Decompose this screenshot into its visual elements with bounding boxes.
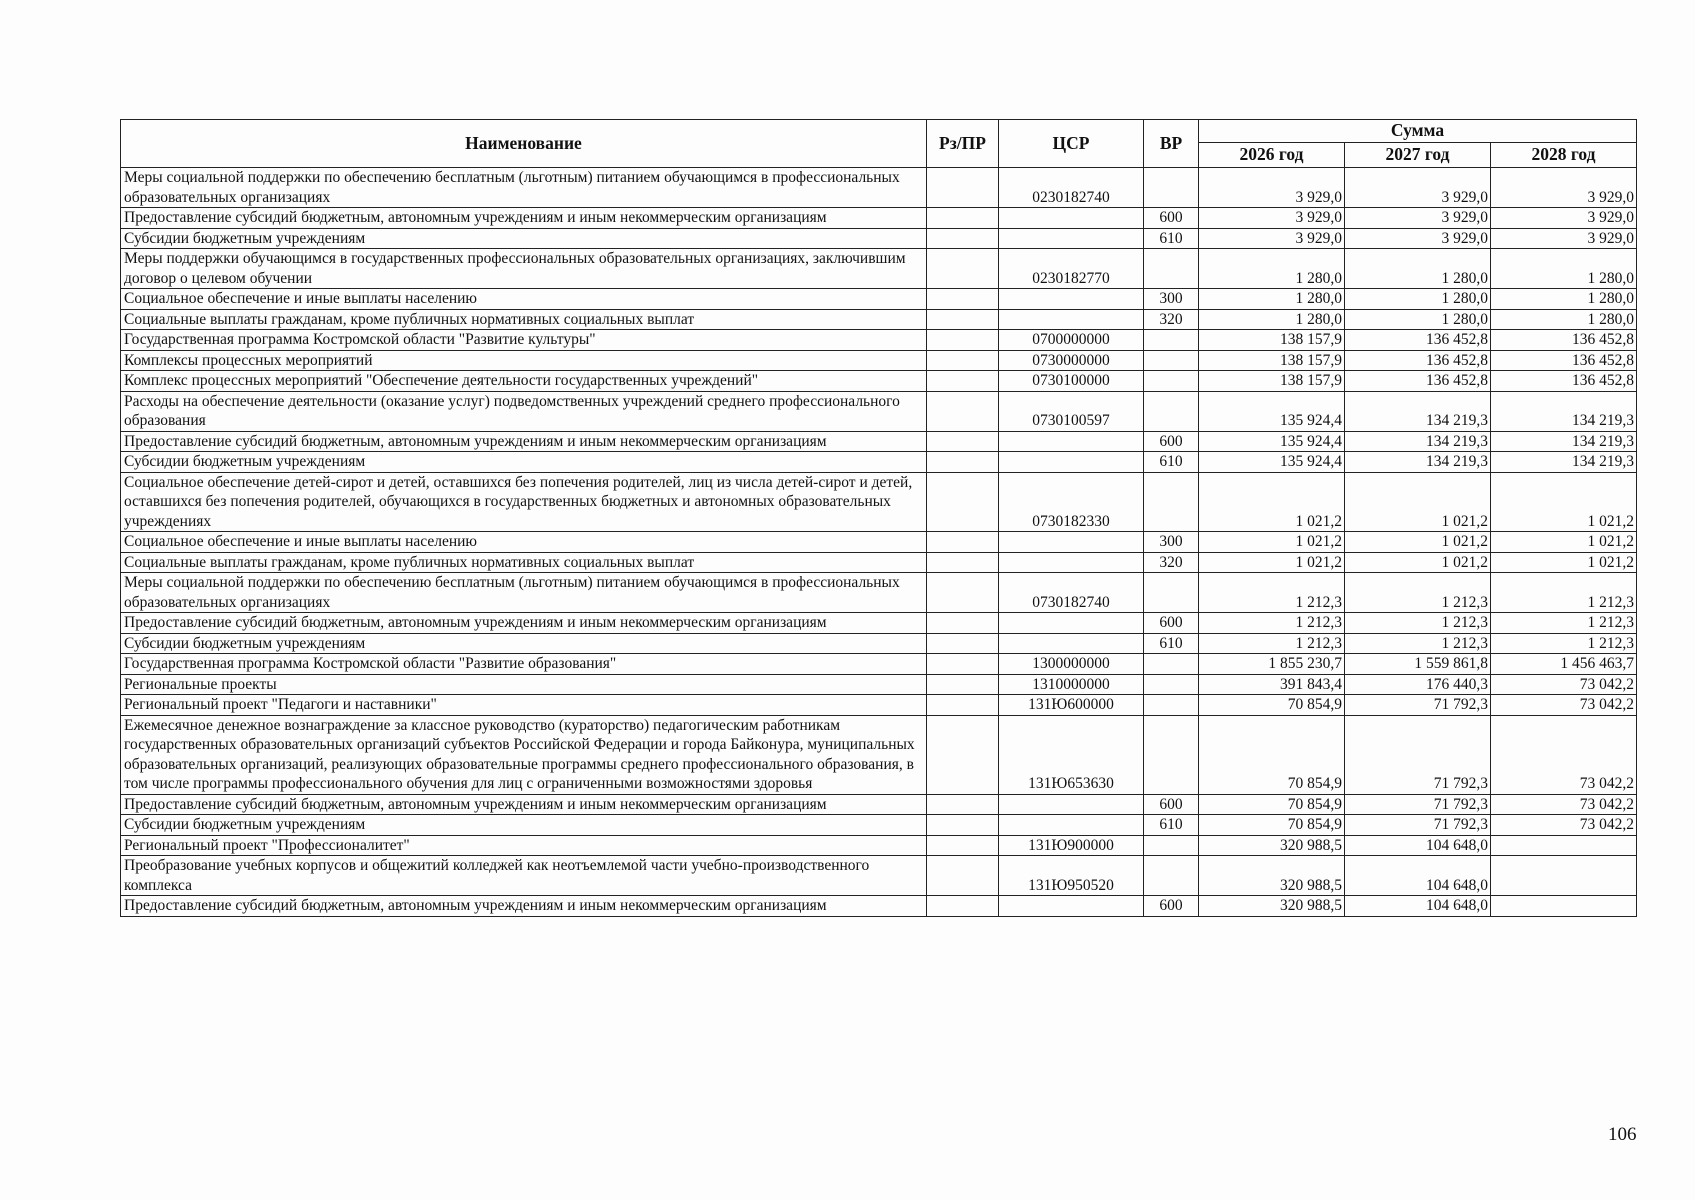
cell-csr bbox=[999, 208, 1144, 229]
cell-2028: 1 280,0 bbox=[1491, 249, 1637, 289]
cell-2026: 320 988,5 bbox=[1199, 856, 1345, 896]
table-row bbox=[121, 168, 1637, 208]
table-row bbox=[121, 330, 1637, 351]
cell-2026: 1 212,3 bbox=[1199, 633, 1345, 654]
cell-vr bbox=[1144, 391, 1199, 431]
cell-2027: 104 648,0 bbox=[1345, 856, 1491, 896]
cell-2026: 3 929,0 bbox=[1199, 208, 1345, 229]
cell-2026: 1 212,3 bbox=[1199, 573, 1345, 613]
cell-2028: 3 929,0 bbox=[1491, 228, 1637, 249]
cell-csr: 1310000000 bbox=[999, 674, 1144, 695]
cell-name: Комплексы процессных мероприятий bbox=[121, 350, 927, 371]
cell-vr bbox=[1144, 856, 1199, 896]
cell-csr: 0730100597 bbox=[999, 391, 1144, 431]
cell-vr bbox=[1144, 573, 1199, 613]
cell-vr bbox=[1144, 472, 1199, 532]
cell-name: Меры социальной поддержки по обеспечению бесплатным (льготным) питанием обучающимся в профессиональных образовательных организациях bbox=[121, 573, 927, 613]
cell-2028: 136 452,8 bbox=[1491, 350, 1637, 371]
table-row bbox=[121, 674, 1637, 695]
cell-rzpr bbox=[927, 208, 999, 229]
cell-rzpr bbox=[927, 715, 999, 794]
cell-2026: 391 843,4 bbox=[1199, 674, 1345, 695]
cell-name: Преобразование учебных корпусов и общежитий колледжей как неотъемлемой части учебно-производственного комплекса bbox=[121, 856, 927, 896]
cell-name: Предоставление субсидий бюджетным, автономным учреждениям и иным некоммерческим организациям bbox=[121, 794, 927, 815]
cell-vr bbox=[1144, 654, 1199, 675]
table-row bbox=[121, 532, 1637, 553]
cell-2027: 134 219,3 bbox=[1345, 431, 1491, 452]
cell-2028: 73 042,2 bbox=[1491, 695, 1637, 716]
cell-2028: 3 929,0 bbox=[1491, 208, 1637, 229]
cell-csr bbox=[999, 552, 1144, 573]
table-row bbox=[121, 371, 1637, 392]
cell-rzpr bbox=[927, 674, 999, 695]
table-row bbox=[121, 472, 1637, 532]
table-row bbox=[121, 309, 1637, 330]
table-body bbox=[121, 168, 1637, 917]
budget-table bbox=[120, 119, 1637, 917]
cell-2028: 73 042,2 bbox=[1491, 815, 1637, 836]
cell-name: Ежемесячное денежное вознаграждение за классное руководство (кураторство) педагогическим работникам государственных образовательных организаций субъектов Российской Федерации и города Байконура, муниципальных образовательных организаций, реализующих образовательные программы среднего профессионального образования, в том числе программы профессионального обучения для лиц с ограниченными возможностями здоровья bbox=[121, 715, 927, 794]
cell-2027: 134 219,3 bbox=[1345, 391, 1491, 431]
cell-rzpr bbox=[927, 228, 999, 249]
cell-vr: 610 bbox=[1144, 452, 1199, 473]
cell-csr bbox=[999, 228, 1144, 249]
cell-vr bbox=[1144, 350, 1199, 371]
cell-name: Социальное обеспечение и иные выплаты населению bbox=[121, 532, 927, 553]
cell-rzpr bbox=[927, 249, 999, 289]
cell-2028: 1 021,2 bbox=[1491, 472, 1637, 532]
header-name: Наименование bbox=[121, 120, 927, 168]
cell-rzpr bbox=[927, 633, 999, 654]
cell-rzpr bbox=[927, 815, 999, 836]
cell-rzpr bbox=[927, 654, 999, 675]
cell-2028: 134 219,3 bbox=[1491, 391, 1637, 431]
cell-name: Региональный проект "Педагоги и наставники" bbox=[121, 695, 927, 716]
cell-vr: 300 bbox=[1144, 289, 1199, 310]
cell-name: Субсидии бюджетным учреждениям bbox=[121, 633, 927, 654]
cell-csr bbox=[999, 532, 1144, 553]
cell-2027: 71 792,3 bbox=[1345, 794, 1491, 815]
header-year-2027: 2027 год bbox=[1345, 143, 1491, 168]
table-row bbox=[121, 835, 1637, 856]
cell-csr: 131Ю950520 bbox=[999, 856, 1144, 896]
cell-csr: 0730000000 bbox=[999, 350, 1144, 371]
cell-2027: 1 021,2 bbox=[1345, 472, 1491, 532]
cell-name: Меры социальной поддержки по обеспечению бесплатным (льготным) питанием обучающимся в профессиональных образовательных организациях bbox=[121, 168, 927, 208]
cell-2026: 135 924,4 bbox=[1199, 452, 1345, 473]
cell-2028: 3 929,0 bbox=[1491, 168, 1637, 208]
cell-2026: 70 854,9 bbox=[1199, 695, 1345, 716]
table-row bbox=[121, 654, 1637, 675]
table-row bbox=[121, 715, 1637, 794]
cell-2028: 73 042,2 bbox=[1491, 715, 1637, 794]
cell-csr bbox=[999, 289, 1144, 310]
cell-vr: 600 bbox=[1144, 208, 1199, 229]
cell-2028: 1 212,3 bbox=[1491, 573, 1637, 613]
cell-rzpr bbox=[927, 431, 999, 452]
cell-2026: 70 854,9 bbox=[1199, 815, 1345, 836]
cell-rzpr bbox=[927, 452, 999, 473]
cell-name: Социальное обеспечение детей-сирот и детей, оставшихся без попечения родителей, лиц из числа детей-сирот и детей, оставшихся без попечения родителей, обучающихся в государственных бюджетных и автономных образовательных учреждениях bbox=[121, 472, 927, 532]
cell-2026: 3 929,0 bbox=[1199, 168, 1345, 208]
cell-2027: 136 452,8 bbox=[1345, 350, 1491, 371]
cell-vr: 320 bbox=[1144, 552, 1199, 573]
cell-vr bbox=[1144, 835, 1199, 856]
table-row bbox=[121, 289, 1637, 310]
cell-rzpr bbox=[927, 330, 999, 351]
cell-2027: 1 280,0 bbox=[1345, 309, 1491, 330]
cell-rzpr bbox=[927, 856, 999, 896]
header-year-2026: 2026 год bbox=[1199, 143, 1345, 168]
cell-name: Государственная программа Костромской области "Развитие культуры" bbox=[121, 330, 927, 351]
cell-csr: 131Ю600000 bbox=[999, 695, 1144, 716]
cell-2027: 1 212,3 bbox=[1345, 613, 1491, 634]
cell-csr bbox=[999, 309, 1144, 330]
cell-rzpr bbox=[927, 552, 999, 573]
cell-name: Комплекс процессных мероприятий "Обеспечение деятельности государственных учреждений" bbox=[121, 371, 927, 392]
cell-2027: 104 648,0 bbox=[1345, 835, 1491, 856]
cell-rzpr bbox=[927, 350, 999, 371]
table-row bbox=[121, 896, 1637, 917]
cell-vr bbox=[1144, 371, 1199, 392]
cell-2026: 138 157,9 bbox=[1199, 371, 1345, 392]
table-row bbox=[121, 695, 1637, 716]
cell-2026: 1 280,0 bbox=[1199, 289, 1345, 310]
header-csr: ЦСР bbox=[999, 120, 1144, 168]
cell-2028: 1 456 463,7 bbox=[1491, 654, 1637, 675]
cell-csr: 0730100000 bbox=[999, 371, 1144, 392]
cell-2028: 134 219,3 bbox=[1491, 452, 1637, 473]
cell-2027: 1 212,3 bbox=[1345, 573, 1491, 613]
table-row bbox=[121, 633, 1637, 654]
cell-2027: 1 021,2 bbox=[1345, 532, 1491, 553]
cell-name: Субсидии бюджетным учреждениям bbox=[121, 228, 927, 249]
cell-2027: 3 929,0 bbox=[1345, 228, 1491, 249]
cell-name: Социальное обеспечение и иные выплаты населению bbox=[121, 289, 927, 310]
header-sum: Сумма bbox=[1199, 120, 1637, 143]
cell-csr: 0230182770 bbox=[999, 249, 1144, 289]
cell-vr bbox=[1144, 695, 1199, 716]
cell-vr bbox=[1144, 674, 1199, 695]
cell-csr bbox=[999, 633, 1144, 654]
cell-rzpr bbox=[927, 695, 999, 716]
cell-name: Предоставление субсидий бюджетным, автономным учреждениям и иным некоммерческим организациям bbox=[121, 896, 927, 917]
cell-vr bbox=[1144, 715, 1199, 794]
cell-2027: 104 648,0 bbox=[1345, 896, 1491, 917]
cell-vr bbox=[1144, 249, 1199, 289]
cell-vr: 600 bbox=[1144, 431, 1199, 452]
cell-vr: 610 bbox=[1144, 228, 1199, 249]
table-header bbox=[121, 120, 1637, 168]
cell-vr: 320 bbox=[1144, 309, 1199, 330]
cell-csr bbox=[999, 613, 1144, 634]
cell-rzpr bbox=[927, 371, 999, 392]
cell-csr bbox=[999, 815, 1144, 836]
cell-2028: 136 452,8 bbox=[1491, 330, 1637, 351]
table-row bbox=[121, 815, 1637, 836]
cell-vr bbox=[1144, 330, 1199, 351]
cell-2028 bbox=[1491, 896, 1637, 917]
cell-2027: 1 280,0 bbox=[1345, 249, 1491, 289]
cell-2026: 135 924,4 bbox=[1199, 431, 1345, 452]
table-row bbox=[121, 350, 1637, 371]
cell-name: Предоставление субсидий бюджетным, автономным учреждениям и иным некоммерческим организациям bbox=[121, 431, 927, 452]
cell-2028 bbox=[1491, 856, 1637, 896]
cell-2027: 1 280,0 bbox=[1345, 289, 1491, 310]
cell-2027: 71 792,3 bbox=[1345, 695, 1491, 716]
table-row bbox=[121, 391, 1637, 431]
table-row bbox=[121, 452, 1637, 473]
cell-name: Государственная программа Костромской области "Развитие образования" bbox=[121, 654, 927, 675]
cell-2026: 3 929,0 bbox=[1199, 228, 1345, 249]
cell-2028: 134 219,3 bbox=[1491, 431, 1637, 452]
cell-2027: 1 212,3 bbox=[1345, 633, 1491, 654]
cell-2026: 320 988,5 bbox=[1199, 835, 1345, 856]
cell-2026: 1 021,2 bbox=[1199, 532, 1345, 553]
cell-vr: 610 bbox=[1144, 815, 1199, 836]
cell-vr bbox=[1144, 168, 1199, 208]
cell-csr: 0700000000 bbox=[999, 330, 1144, 351]
cell-rzpr bbox=[927, 613, 999, 634]
cell-2027: 71 792,3 bbox=[1345, 815, 1491, 836]
cell-name: Региональный проект "Профессионалитет" bbox=[121, 835, 927, 856]
cell-rzpr bbox=[927, 168, 999, 208]
table-row bbox=[121, 228, 1637, 249]
cell-rzpr bbox=[927, 289, 999, 310]
cell-rzpr bbox=[927, 835, 999, 856]
cell-2027: 176 440,3 bbox=[1345, 674, 1491, 695]
header-rzpr: Рз/ПР bbox=[927, 120, 999, 168]
cell-vr: 600 bbox=[1144, 896, 1199, 917]
cell-2026: 1 280,0 bbox=[1199, 249, 1345, 289]
cell-2027: 134 219,3 bbox=[1345, 452, 1491, 473]
table-row bbox=[121, 856, 1637, 896]
cell-2028 bbox=[1491, 835, 1637, 856]
cell-name: Субсидии бюджетным учреждениям bbox=[121, 452, 927, 473]
cell-rzpr bbox=[927, 309, 999, 330]
cell-name: Расходы на обеспечение деятельности (оказание услуг) подведомственных учреждений среднего профессионального образования bbox=[121, 391, 927, 431]
cell-2028: 73 042,2 bbox=[1491, 674, 1637, 695]
cell-name: Региональные проекты bbox=[121, 674, 927, 695]
cell-rzpr bbox=[927, 896, 999, 917]
table-row bbox=[121, 208, 1637, 229]
cell-csr: 1300000000 bbox=[999, 654, 1144, 675]
cell-vr: 300 bbox=[1144, 532, 1199, 553]
cell-2027: 136 452,8 bbox=[1345, 371, 1491, 392]
cell-2026: 1 280,0 bbox=[1199, 309, 1345, 330]
cell-rzpr bbox=[927, 472, 999, 532]
table-row bbox=[121, 552, 1637, 573]
cell-2026: 138 157,9 bbox=[1199, 350, 1345, 371]
table-row bbox=[121, 794, 1637, 815]
table-row bbox=[121, 431, 1637, 452]
cell-2028: 1 280,0 bbox=[1491, 289, 1637, 310]
table-row bbox=[121, 573, 1637, 613]
cell-vr: 600 bbox=[1144, 613, 1199, 634]
cell-rzpr bbox=[927, 532, 999, 553]
cell-name: Предоставление субсидий бюджетным, автономным учреждениям и иным некоммерческим организациям bbox=[121, 208, 927, 229]
cell-2028: 1 212,3 bbox=[1491, 633, 1637, 654]
cell-csr: 0230182740 bbox=[999, 168, 1144, 208]
cell-csr: 0730182740 bbox=[999, 573, 1144, 613]
cell-name: Социальные выплаты гражданам, кроме публичных нормативных социальных выплат bbox=[121, 552, 927, 573]
cell-rzpr bbox=[927, 391, 999, 431]
cell-2026: 135 924,4 bbox=[1199, 391, 1345, 431]
cell-2028: 1 021,2 bbox=[1491, 532, 1637, 553]
cell-2028: 1 280,0 bbox=[1491, 309, 1637, 330]
cell-vr: 600 bbox=[1144, 794, 1199, 815]
header-vr: ВР bbox=[1144, 120, 1199, 168]
cell-2028: 136 452,8 bbox=[1491, 371, 1637, 392]
cell-name: Предоставление субсидий бюджетным, автономным учреждениям и иным некоммерческим организациям bbox=[121, 613, 927, 634]
cell-2028: 1 212,3 bbox=[1491, 613, 1637, 634]
cell-2027: 3 929,0 bbox=[1345, 168, 1491, 208]
table-row bbox=[121, 249, 1637, 289]
cell-2026: 138 157,9 bbox=[1199, 330, 1345, 351]
cell-vr: 610 bbox=[1144, 633, 1199, 654]
cell-2027: 71 792,3 bbox=[1345, 715, 1491, 794]
cell-csr bbox=[999, 794, 1144, 815]
page-number: 106 bbox=[1608, 1124, 1637, 1145]
cell-csr bbox=[999, 896, 1144, 917]
cell-2027: 136 452,8 bbox=[1345, 330, 1491, 351]
cell-2027: 1 021,2 bbox=[1345, 552, 1491, 573]
cell-2026: 70 854,9 bbox=[1199, 794, 1345, 815]
cell-rzpr bbox=[927, 573, 999, 613]
cell-csr: 131Ю653630 bbox=[999, 715, 1144, 794]
cell-2026: 1 212,3 bbox=[1199, 613, 1345, 634]
cell-csr: 131Ю900000 bbox=[999, 835, 1144, 856]
cell-name: Субсидии бюджетным учреждениям bbox=[121, 815, 927, 836]
cell-2028: 1 021,2 bbox=[1491, 552, 1637, 573]
cell-2027: 1 559 861,8 bbox=[1345, 654, 1491, 675]
cell-2028: 73 042,2 bbox=[1491, 794, 1637, 815]
cell-name: Меры поддержки обучающимся в государственных профессиональных образовательных организациях, заключившим договор о целевом обучении bbox=[121, 249, 927, 289]
cell-2026: 1 021,2 bbox=[1199, 472, 1345, 532]
cell-csr bbox=[999, 431, 1144, 452]
cell-2026: 1 021,2 bbox=[1199, 552, 1345, 573]
cell-rzpr bbox=[927, 794, 999, 815]
cell-csr bbox=[999, 452, 1144, 473]
cell-2026: 320 988,5 bbox=[1199, 896, 1345, 917]
cell-name: Социальные выплаты гражданам, кроме публичных нормативных социальных выплат bbox=[121, 309, 927, 330]
header-year-2028: 2028 год bbox=[1491, 143, 1637, 168]
cell-csr: 0730182330 bbox=[999, 472, 1144, 532]
table-row bbox=[121, 613, 1637, 634]
cell-2027: 3 929,0 bbox=[1345, 208, 1491, 229]
cell-2026: 70 854,9 bbox=[1199, 715, 1345, 794]
cell-2026: 1 855 230,7 bbox=[1199, 654, 1345, 675]
